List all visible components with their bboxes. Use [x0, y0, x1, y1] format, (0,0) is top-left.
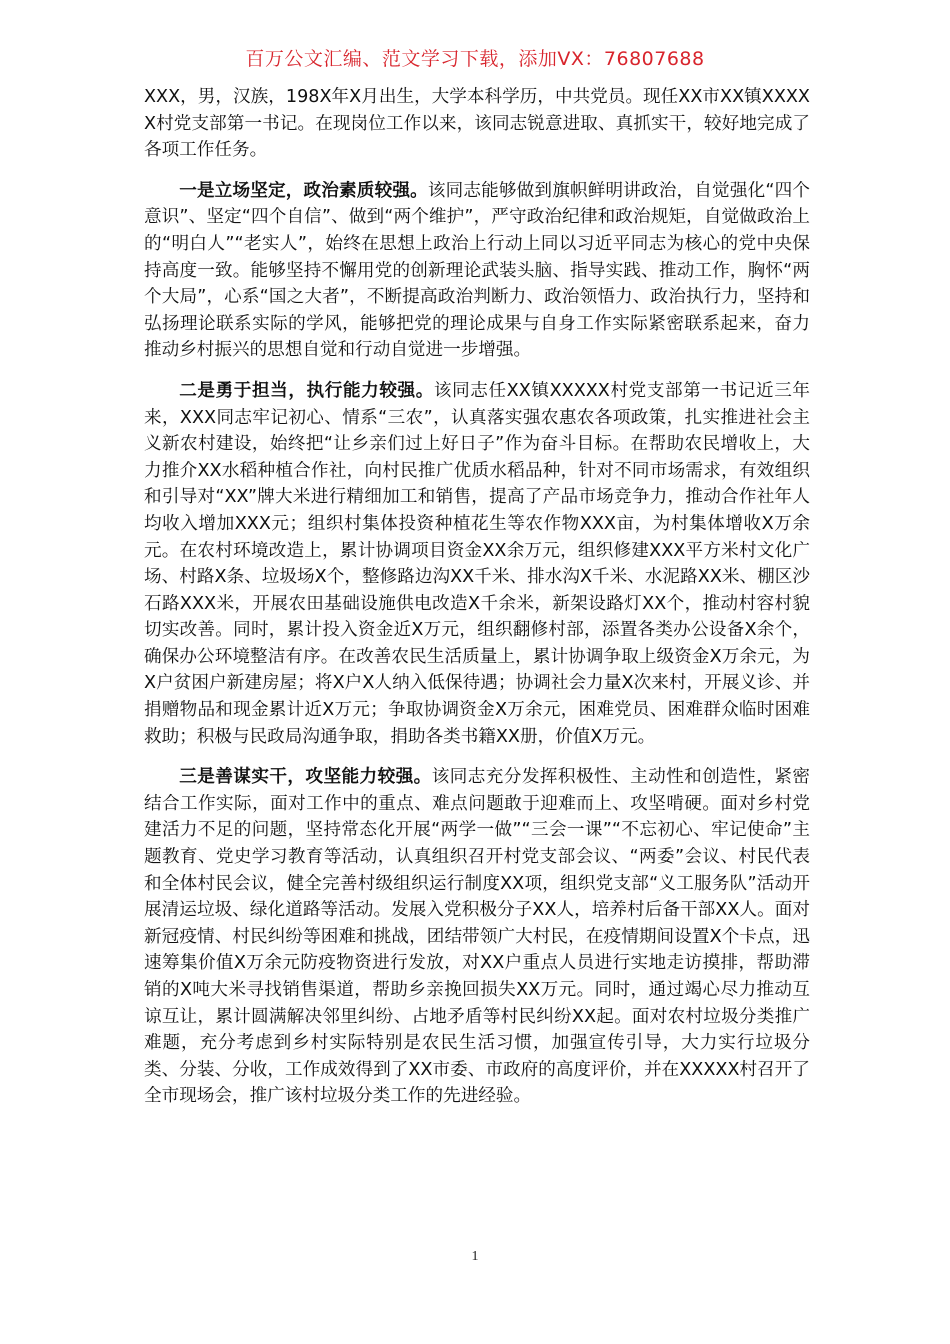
- section-heading-political: 一是立场坚定，政治素质较强。: [179, 180, 428, 201]
- section-heading-execution: 二是勇于担当，执行能力较强。: [179, 380, 434, 401]
- watermark-header: 百万公文汇编、范文学习下载，添加VX：76807688: [245, 48, 705, 70]
- section-paragraph-tackling: [144, 764, 810, 1110]
- intro-paragraph: XXX，男，汉族，198X年X月出生，大学本科学历，中共党员。现任XX市XX镇XXXXX村党支部第一书记。在现岗位工作以来，该同志锐意进取、真抓实干，较好地完成了各项工作任务。: [144, 87, 810, 161]
- section-paragraph-political: [144, 178, 810, 364]
- section-heading-tackling: 三是善谋实干，攻坚能力较强。: [179, 767, 432, 788]
- section-body-political: 该同志能够做到旗帜鲜明讲政治，自觉强化“四个意识”、坚定“四个自信”、做到“两个维护”，严守政治纪律和政治规矩，自觉做政治上的“明白人”“老实人”，始终在思想上政治上行动上同以习近平同志为核心的党中央保持高度一致。能够坚持不懈用党的创新理论武装头脑、指导实践、推动工作，胸怀“两个大局”，心系“国之大者”，不断提高政治判断力、政治领悟力、政治执行力，坚持和弘扬理论联系实际的学风，能够把党的理论成果与自身工作实际紧密联系起来，奋力推动乡村振兴的思想自觉和行动自觉进一步增强。: [144, 180, 810, 361]
- page-number: 1: [471, 1249, 479, 1264]
- section-body-tackling: 该同志充分发挥积极性、主动性和创造性，紧密结合工作实际，面对工作中的重点、难点问题敢于迎难而上、攻坚啃硬。面对乡村党建活力不足的问题，坚持常态化开展“两学一做”“三会一课”“不忘初心、牢记使命”主题教育、党史学习教育等活动，认真组织召开村党支部会议、“两委”会议、村民代表和全体村民会议，健全完善村级组织运行制度XX项，组织党支部“义工服务队”活动开展清运垃圾、绿化道路等活动。发展入党积极分子XX人，培养村后备干部XX人。面对新冠疫情、村民纠纷等困难和挑战，团结带领广大村民，在疫情期间设置X个卡点，迅速筹集价值X万余元防疫物资进行发放，对XX户重点人员进行实地走访摸排，帮助滞销的X吨大米寻找销售渠道，帮助乡亲挽回损失XX万元。同时，通过竭心尽力推动互谅互让，累计圆满解决邻里纠纷、占地矛盾等村民纠纷XX起。面对农村垃圾分类推广难题，充分考虑到乡村实际特别是农民生活习惯，加强宣传引导，大力实行垃圾分类、分装、分收，工作成效得到了XX市委、市政府的高度评价，并在XXXXX村召开了全市现场会，推广该村垃圾分类工作的先进经验。: [144, 767, 810, 1107]
- section-paragraph-execution: [144, 378, 810, 750]
- section-body-execution: 该同志任XX镇XXXXX村党支部第一书记近三年来，XXX同志牢记初心、情系“三农”，认真落实强农惠农各项政策，扎实推进社会主义新农村建设，始终把“让乡亲们过上好日子”作为奋斗目标。在帮助农民增收上，大力推介XX水稻种植合作社，向村民推广优质水稻品种，针对不同市场需求，有效组织和引导对“XX”牌大米进行精细加工和销售，提高了产品市场竞争力，推动合作社年人均收入增加XXX元；组织村集体投资种植花生等农作物XXX亩，为村集体增收X万余元。在农村环境改造上，累计协调项目资金XX余万元，组织修建XXX平方米村文化广场、村路X条、垃圾场X个，整修路边沟XX千米、排水沟X千米、水泥路XX米、棚区沙石路XXX米，开展农田基础设施供电改造X千余米，新架设路灯XX个，推动村容村貌切实改善。同时，累计投入资金近X万元，组织翻修村部，添置各类办公设备X余个，确保办公环境整洁有序。在改善农民生活质量上，累计协调争取上级资金X万余元，为X户贫困户新建房屋；将X户X人纳入低保待遇；协调社会力量X次来村，开展义诊、并捐赠物品和现金累计近X万元；争取协调资金X万余元，困难党员、困难群众临时困难救助；积极与民政局沟通争取，捐助各类书籍XX册，价值X万元。: [144, 380, 810, 747]
- document-body: [144, 84, 810, 1124]
